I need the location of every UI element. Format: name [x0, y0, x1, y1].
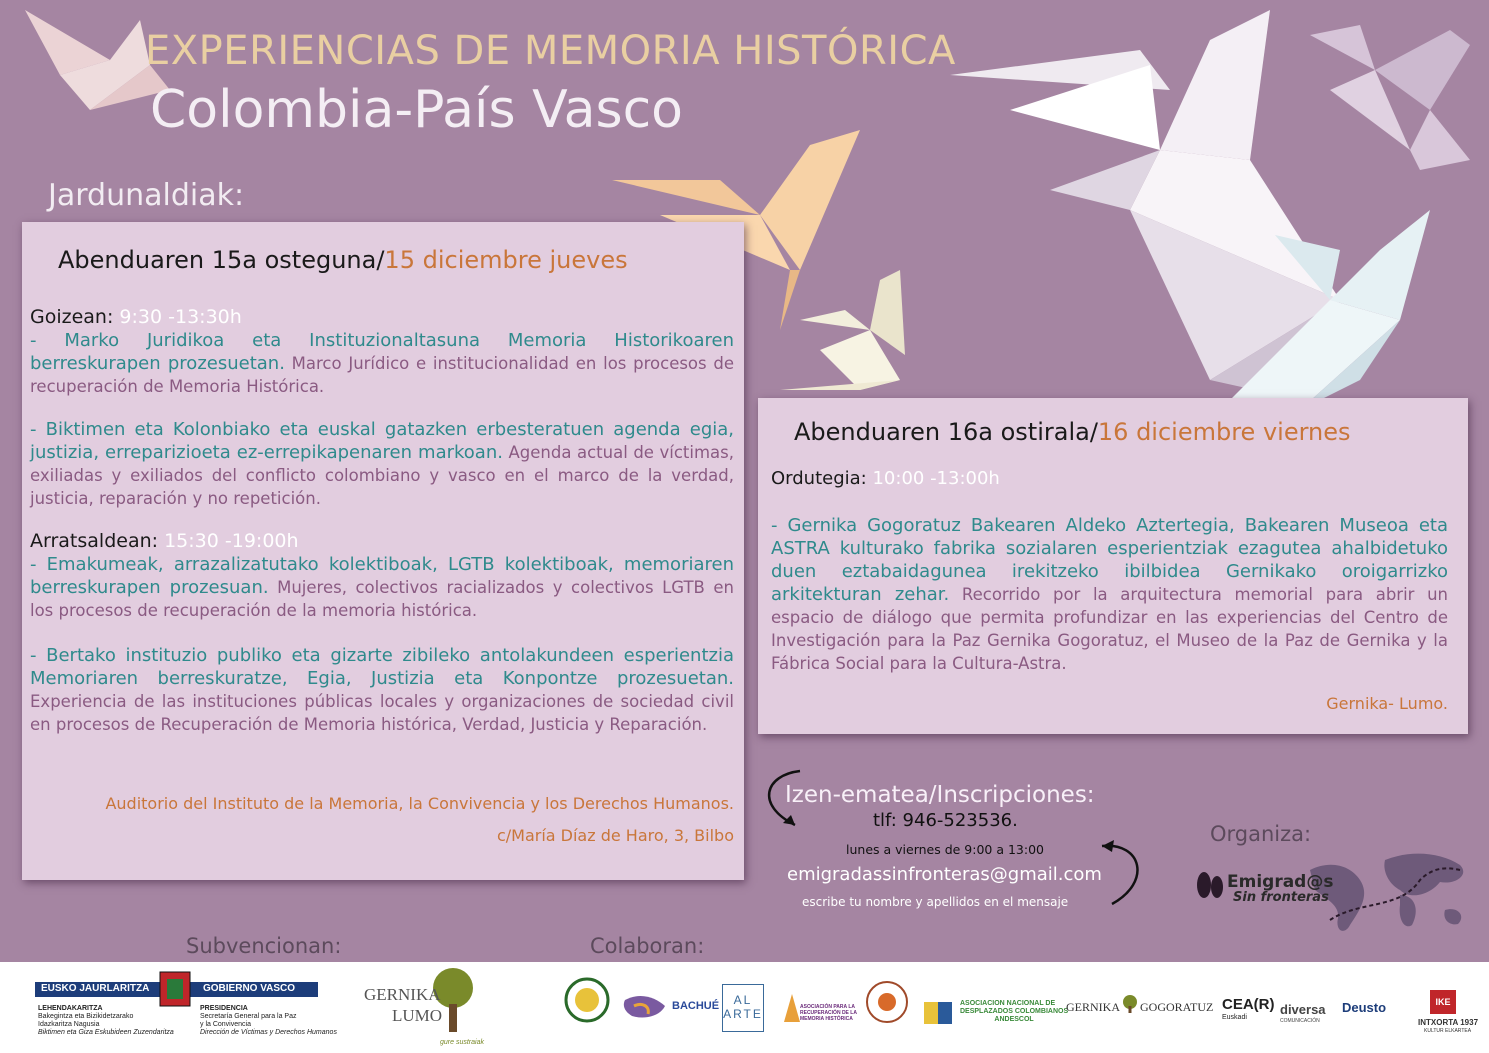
registration-phone[interactable]: tlf: 946-523536.: [873, 810, 1018, 831]
day1-item2: [30, 418, 734, 510]
day1-venue: Auditorio del Instituto de la Memoria, la Convivencia y los Derechos Humanos.: [105, 794, 734, 813]
ej-l1: LEHENDAKARITZA: [38, 1005, 103, 1012]
ej-right-lines: [200, 1005, 337, 1037]
bachue-map-icon: [620, 992, 670, 1026]
day2-item-es: Recorrido por la arquitectura memorial para abrir un espacio de diálogo que permita profundizar en las experiencias del Centro de Investigación para la Paz Gernika Gogoratuz, el Museo de la Paz de Gernika y la Fábrica Social para la Cultura-Astra.: [771, 585, 1448, 673]
day2-schedule: [771, 468, 1000, 489]
intxorta-text: INTXORTA 1937: [1418, 1018, 1479, 1027]
item4-eu: - Bertako instituzio publiko eta gizarte zibileko antolakundeen esperientzia Memoriaren berreskuratze, Egia, Justizia eta Konpontze prozesuetan.: [30, 645, 734, 689]
gernika-line1: GERNIKA: [364, 985, 441, 1004]
origami-bird-cream: [780, 270, 905, 390]
ej-right-text: GOBIERNO VASCO: [203, 983, 296, 994]
day2-item-eu: - Gernika Gogoratuz Bakearen Aldeko Aztertegia, Bakearen Museoa eta ASTRA kulturako fabrika sozialaren esperientziak ezagutea ahalbidetuko duen eztabaidagunea irekitzeko ibilbidea Gernikako oroigarrizko arkitekturan zehar.: [771, 515, 1448, 605]
ike-text: IKE: [1435, 997, 1451, 1007]
memoria-historica-logo-icon: [782, 992, 802, 1026]
ej-r1: PRESIDENCIA: [200, 1005, 248, 1012]
morning-label: Goizean:: [30, 306, 114, 328]
section-label: Jardunaldiak:: [48, 178, 245, 213]
day2-heading-eu: Abenduaren 16a ostirala/: [794, 418, 1098, 446]
page-title: EXPERIENCIAS DE MEMORIA HISTÓRICA: [145, 28, 956, 74]
item3-eu: - Emakumeak, arrazalizatutako kolektiboak, LGTB kolektiboak, memoriaren berreskurapen prozesuan.: [30, 554, 734, 598]
asoc-memoria-text: ASOCIACIÓN PARA LA RECUPERACIÓN DE LA MEMORIA HISTÓRICA: [800, 1004, 857, 1022]
colaboran-label: Colaboran:: [590, 934, 705, 958]
ej-l4: Biktimen eta Giza Eskubideen Zuzendaritza: [38, 1029, 174, 1036]
cear-text: CEA(R): [1222, 996, 1275, 1013]
gernika-line3: gure sustraiak: [440, 1039, 484, 1046]
ej-r3: y la Convivencia: [200, 1021, 251, 1028]
day1-morning: [30, 306, 242, 328]
registration-email[interactable]: emigradassinfronteras@gmail.com: [787, 864, 1102, 885]
gobierno-vasco-shield-icon: [158, 970, 192, 1010]
ike-logo: [1430, 990, 1456, 1014]
ej-left-lines: [38, 1005, 174, 1037]
intxorta-sub: KULTUR ELKARTEA: [1424, 1028, 1472, 1034]
day2-place: Gernika- Lumo.: [1326, 694, 1448, 713]
morning-time: 9:30 -13:30h: [113, 306, 242, 328]
day1-heading-es: 15 diciembre jueves: [384, 246, 628, 274]
day1-item4: [30, 644, 734, 736]
day1-item1: [30, 329, 734, 398]
ej-l3: Idazkaritza Nagusia: [38, 1021, 100, 1028]
organiza-label: Organiza:: [1210, 822, 1312, 846]
andescol-l3: ANDESCOL: [994, 1016, 1034, 1023]
gg-text-2: GOGORATUZ: [1140, 1000, 1214, 1014]
subvencionan-label: Subvencionan:: [186, 934, 342, 958]
deusto-text: Deusto: [1342, 1000, 1387, 1015]
footprints-icon: [1192, 865, 1228, 905]
andescol-text: [960, 1000, 1068, 1024]
perseguidos-logo-icon: [563, 976, 611, 1028]
gernika-line2: LUMO: [392, 1006, 443, 1025]
ej-l2: Bakegintza eta Bizikidetzarako: [38, 1013, 134, 1020]
gernika-tree-icon: [428, 966, 478, 1044]
item1-eu: - Marko Juridikoa eta Instituzionaltasuna Memoria Historikoaren berreskurapen prozesuetan.: [30, 330, 734, 374]
item2-eu: - Biktimen eta Kolonbiako eta euskal gatazken erbesteratuen agenda egia, justizia, erreparizioeta ez-errepikapenaren markoan.: [30, 419, 734, 463]
registration-hours: lunes a viernes de 9:00 a 13:00: [846, 842, 1045, 857]
day2-heading: [794, 418, 1351, 446]
afternoon-time: 15:30 -19:00h: [158, 530, 299, 552]
item4-es: Experiencia de las instituciones públicas locales y organizaciones de sociedad civil en procesos de Recuperación de Memoria histórica, Verdad, Justicia y Reparación.: [30, 692, 734, 734]
schedule-time: 10:00 -13:00h: [866, 468, 1000, 489]
organizer-logo-sub: Sin fronteras: [1233, 890, 1329, 905]
day1-heading: [58, 246, 628, 274]
day1-afternoon: [30, 530, 299, 552]
diversa-text: diversa: [1280, 1002, 1326, 1017]
andescol-l2: DESPLAZADOS COLOMBIANOS: [960, 1008, 1069, 1015]
circular-seal-icon: [864, 978, 910, 1028]
gg-tree-icon: [1120, 994, 1140, 1014]
item2-es: Agenda actual de víctimas, exiliadas y exiliados del conflicto colombiano y vasco en el marco de la verdad, justicia, reparación y no repetición.: [30, 443, 734, 508]
andescol-l1: ASOCIACION NACIONAL DE: [960, 1000, 1056, 1007]
item1-es: Marco Jurídico e institucionalidad en los procesos de recuperación de Memoria Histórica.: [30, 354, 734, 396]
alarte-logo: [722, 984, 764, 1032]
gg-text-1: GERNIKA: [1066, 1000, 1120, 1014]
origami-bird-lilac: [1310, 25, 1470, 170]
diversa-sub: COMUNICACIÓN: [1280, 1018, 1320, 1024]
day1-address: c/María Díaz de Haro, 3, Bilbo: [496, 826, 734, 845]
andescol-figures-icon: [922, 1000, 956, 1026]
origami-bird-white: [950, 10, 1340, 400]
day2-heading-es: 16 diciembre viernes: [1097, 418, 1351, 446]
day2-card: [758, 398, 1468, 734]
day1-heading-eu: Abenduaren 15a osteguna/: [58, 246, 385, 274]
registration-title: Izen-ematea/Inscripciones:: [785, 782, 1095, 808]
organizer-logo-main: Emigrad@s: [1227, 872, 1334, 892]
afternoon-label: Arratsaldean:: [30, 530, 159, 552]
ej-r4: Dirección de Víctimas y Derechos Humanos: [200, 1029, 337, 1036]
bachue-text: BACHUÉ: [672, 1000, 720, 1012]
ej-left-text: EUSKO JAURLARITZA: [41, 983, 150, 994]
day1-card: [22, 222, 744, 880]
schedule-label: Ordutegia:: [771, 468, 867, 489]
alarte-text: AL ARTE: [723, 993, 763, 1021]
day2-item: [771, 514, 1448, 675]
day1-item3: [30, 553, 734, 622]
cear-sub: Euskadi: [1222, 1014, 1247, 1021]
ej-r2: Secretaría General para la Paz: [200, 1013, 297, 1020]
registration-note: escribe tu nombre y apellidos en el mensaje: [802, 895, 1069, 909]
logos-strip: [0, 962, 1489, 1053]
page-subtitle: Colombia-País Vasco: [150, 80, 683, 140]
item3-es: Mujeres, colectivos racializados y colectivos LGTB en los procesos de recuperación de la memoria histórica.: [30, 578, 734, 620]
